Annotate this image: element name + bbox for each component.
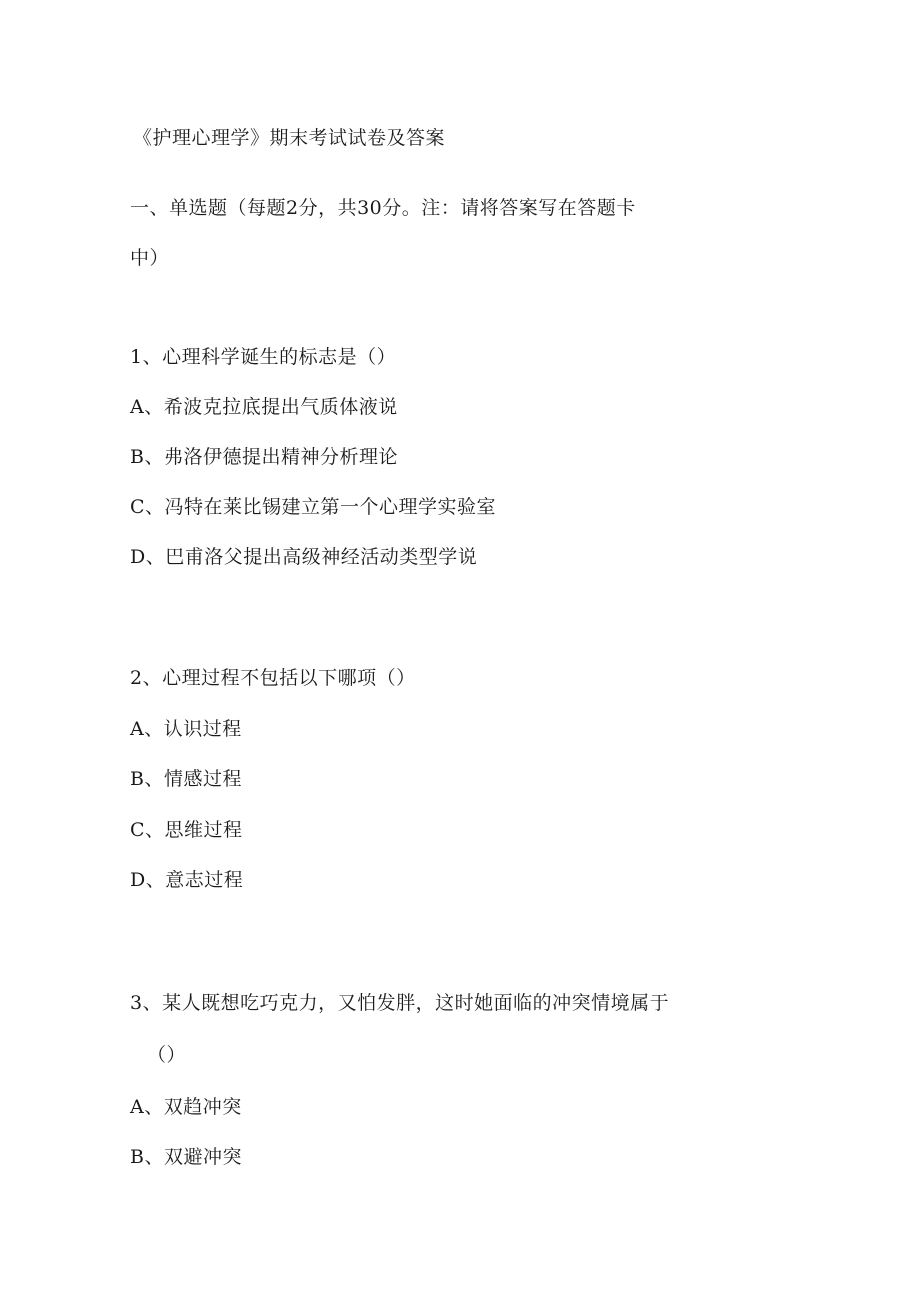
question-2-option-c: C、思维过程 (130, 819, 243, 841)
question-2-option-a: A、认识过程 (130, 718, 242, 740)
question-1-option-c: C、冯特在莱比锡建立第一个心理学实验室 (130, 496, 497, 518)
question-1-option-a: A、希波克拉底提出气质体液说 (130, 396, 398, 418)
section-heading: 一、单选题（每题2分，共30分。注：请将答案写在答题卡 (130, 197, 636, 219)
question-1-option-d: D、巴甫洛父提出高级神经活动类型学说 (130, 546, 478, 568)
question-3-option-a: A、双趋冲突 (130, 1096, 242, 1118)
question-3-stem-continued: （） (147, 1044, 187, 1066)
section-heading-continued: 中） (130, 247, 170, 269)
question-1-stem: 1、心理科学诞生的标志是（） (130, 346, 397, 368)
question-2-option-d: D、意志过程 (130, 869, 244, 891)
question-3-stem: 3、某人既想吃巧克力，又怕发胖，这时她面临的冲突情境属于 (130, 992, 670, 1014)
document-title: 《护理心理学》期末考试试卷及答案 (133, 127, 446, 149)
question-3-option-b: B、双避冲突 (130, 1146, 242, 1168)
question-2-option-b: B、情感过程 (130, 768, 242, 790)
question-1-option-b: B、弗洛伊德提出精神分析理论 (130, 446, 398, 468)
question-2-stem: 2、心理过程不包括以下哪项（） (130, 667, 416, 689)
